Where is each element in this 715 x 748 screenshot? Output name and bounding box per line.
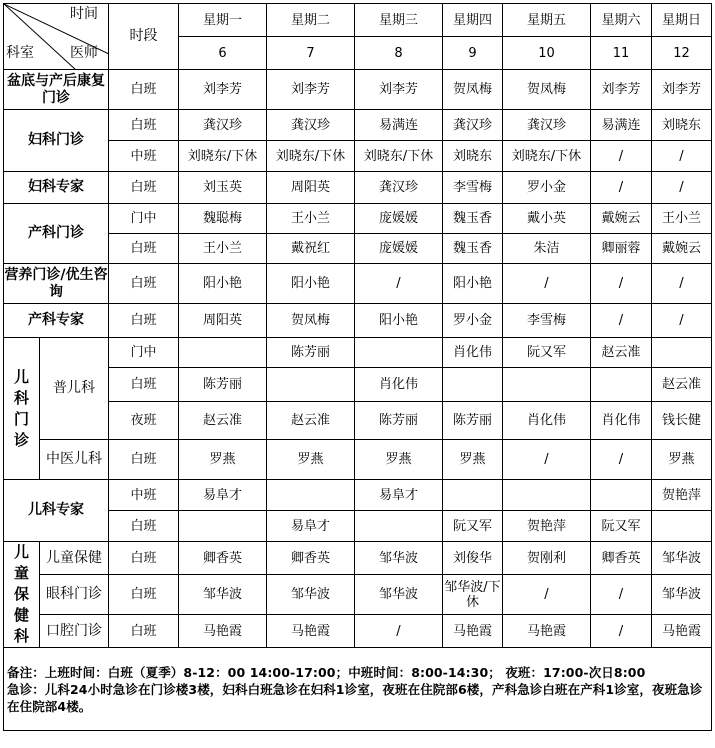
doctor-cell: 陈芳丽 xyxy=(267,338,355,368)
period-cell: 白班 xyxy=(109,234,179,264)
doctor-cell: 刘李芳 xyxy=(355,70,443,110)
dept-child-health: 儿童保健科 xyxy=(4,542,40,648)
table-row xyxy=(4,440,712,480)
doctor-cell: 刘晓东/下休 xyxy=(267,141,355,172)
doctor-cell: / xyxy=(652,172,712,204)
day-name: 星期四 xyxy=(443,4,503,37)
doctor-cell: 刘晓东/下休 xyxy=(179,141,267,172)
doctor-cell: 刘晓东/下休 xyxy=(503,141,591,172)
schedule-table xyxy=(3,3,712,731)
doctor-cell: / xyxy=(591,141,652,172)
doctor-cell xyxy=(179,511,267,542)
doctor-cell xyxy=(355,511,443,542)
doctor-cell: 罗燕 xyxy=(443,440,503,480)
doctor-cell: 李雪梅 xyxy=(443,172,503,204)
doctor-cell: 周阳英 xyxy=(179,304,267,338)
subdept-eye-clinic: 眼科门诊 xyxy=(40,575,109,615)
doctor-cell: 易满连 xyxy=(591,110,652,141)
doctor-cell: / xyxy=(355,264,443,304)
table-row xyxy=(4,511,712,542)
table-row xyxy=(4,70,712,110)
doctor-cell: 马艳霞 xyxy=(652,615,712,648)
doctor-cell xyxy=(652,511,712,542)
corner-time-label: 时间 xyxy=(70,6,98,22)
period-cell: 夜班 xyxy=(109,402,179,440)
day-date: 10 xyxy=(503,37,591,70)
doctor-cell: 刘李芳 xyxy=(179,70,267,110)
table-row xyxy=(4,110,712,141)
duty-schedule-sheet xyxy=(3,3,711,745)
period-cell: 白班 xyxy=(109,304,179,338)
doctor-cell: 刘李芳 xyxy=(652,70,712,110)
period-cell: 白班 xyxy=(109,511,179,542)
corner-dept-label: 科室 xyxy=(6,45,34,61)
table-row xyxy=(4,141,712,172)
table-row xyxy=(4,234,712,264)
header-row-days xyxy=(4,4,712,37)
doctor-cell: 戴婉云 xyxy=(652,234,712,264)
doctor-cell: 庞媛媛 xyxy=(355,234,443,264)
dept-pelvic: 盆底与产后康复门诊 xyxy=(4,70,109,110)
doctor-cell: 马艳霞 xyxy=(503,615,591,648)
table-row xyxy=(4,615,712,648)
table-row xyxy=(4,304,712,338)
doctor-cell: 阳小艳 xyxy=(355,304,443,338)
table-row xyxy=(4,480,712,511)
doctor-cell: 肖化伟 xyxy=(503,402,591,440)
corner-doctor-label: 医师 xyxy=(70,45,98,61)
doctor-cell: 罗小金 xyxy=(503,172,591,204)
emergency-note: 急诊：儿科24小时急诊在门诊楼3楼，妇科白班急诊在妇科1诊室，夜班在住院部6楼，产科急诊白班在产科1诊室，夜班急诊在住院部4楼。 xyxy=(7,681,703,714)
table-row xyxy=(4,264,712,304)
doctor-cell: 戴婉云 xyxy=(591,204,652,234)
doctor-cell xyxy=(355,338,443,368)
day-name: 星期二 xyxy=(267,4,355,37)
doctor-cell: 赵云准 xyxy=(267,402,355,440)
doctor-cell: 刘晓东/下休 xyxy=(355,141,443,172)
doctor-cell: 罗小金 xyxy=(443,304,503,338)
doctor-cell: 易阜才 xyxy=(179,480,267,511)
doctor-cell xyxy=(267,480,355,511)
day-date: 12 xyxy=(652,37,712,70)
doctor-cell: 龚汉珍 xyxy=(503,110,591,141)
doctor-cell xyxy=(443,480,503,511)
doctor-cell: 钱长健 xyxy=(652,402,712,440)
doctor-cell: 龚汉珍 xyxy=(355,172,443,204)
doctor-cell: / xyxy=(503,264,591,304)
day-date: 7 xyxy=(267,37,355,70)
doctor-cell: 阳小艳 xyxy=(267,264,355,304)
period-cell: 白班 xyxy=(109,542,179,575)
doctor-cell: 阮又军 xyxy=(503,338,591,368)
dept-peds-expert: 儿科专家 xyxy=(4,480,109,542)
day-date: 11 xyxy=(591,37,652,70)
period-cell: 白班 xyxy=(109,172,179,204)
doctor-cell xyxy=(591,480,652,511)
doctor-cell: 易满连 xyxy=(355,110,443,141)
doctor-cell: 邹华波 xyxy=(652,575,712,615)
work-hours-note: 备注：上班时间：白班（夏季）8-12：00 14:00-17:00；中班时间：8:00-14:30； 夜班：17:00-次日8:00 xyxy=(7,664,646,680)
doctor-cell: / xyxy=(591,172,652,204)
doctor-cell xyxy=(652,338,712,368)
doctor-cell: 刘晓东 xyxy=(652,110,712,141)
doctor-cell: 龚汉珍 xyxy=(443,110,503,141)
table-row xyxy=(4,575,712,615)
doctor-cell: 刘俊华 xyxy=(443,542,503,575)
doctor-cell: / xyxy=(591,440,652,480)
doctor-cell: 肖化伟 xyxy=(591,402,652,440)
doctor-cell: 阳小艳 xyxy=(179,264,267,304)
day-date: 8 xyxy=(355,37,443,70)
doctor-cell: 阮又军 xyxy=(443,511,503,542)
day-date: 6 xyxy=(179,37,267,70)
doctor-cell xyxy=(443,368,503,402)
doctor-cell: / xyxy=(355,615,443,648)
doctor-cell: 卿香英 xyxy=(591,542,652,575)
doctor-cell xyxy=(267,368,355,402)
doctor-cell: 邹华波 xyxy=(267,575,355,615)
doctor-cell: 贺艳萍 xyxy=(503,511,591,542)
doctor-cell: / xyxy=(503,440,591,480)
period-cell: 白班 xyxy=(109,615,179,648)
doctor-cell: 赵云准 xyxy=(179,402,267,440)
doctor-cell: / xyxy=(591,304,652,338)
doctor-cell: 刘玉英 xyxy=(179,172,267,204)
doctor-cell: 马艳霞 xyxy=(267,615,355,648)
doctor-cell: 赵云准 xyxy=(591,338,652,368)
day-date: 9 xyxy=(443,37,503,70)
subdept-general-peds: 普儿科 xyxy=(40,338,109,440)
doctor-cell: 庞媛媛 xyxy=(355,204,443,234)
doctor-cell: 罗燕 xyxy=(355,440,443,480)
doctor-cell: 戴祝红 xyxy=(267,234,355,264)
doctor-cell: 罗燕 xyxy=(652,440,712,480)
doctor-cell: / xyxy=(591,264,652,304)
doctor-cell: 罗燕 xyxy=(267,440,355,480)
doctor-cell: 阮又军 xyxy=(591,511,652,542)
period-header: 时段 xyxy=(109,4,179,70)
table-row xyxy=(4,172,712,204)
doctor-cell: / xyxy=(591,615,652,648)
doctor-cell xyxy=(503,480,591,511)
period-cell: 白班 xyxy=(109,264,179,304)
dept-pediatrics: 儿科门诊 xyxy=(4,338,40,480)
subdept-child-care: 儿童保健 xyxy=(40,542,109,575)
doctor-cell: 卿香英 xyxy=(179,542,267,575)
doctor-cell: 易阜才 xyxy=(267,511,355,542)
doctor-cell: 陈芳丽 xyxy=(179,368,267,402)
doctor-cell: 王小兰 xyxy=(652,204,712,234)
doctor-cell: 贺艳萍 xyxy=(652,480,712,511)
doctor-cell: 邹华波/下休 xyxy=(443,575,503,615)
table-row xyxy=(4,542,712,575)
subdept-tcm-peds: 中医儿科 xyxy=(40,440,109,480)
doctor-cell xyxy=(179,338,267,368)
dept-gyn-expert: 妇科专家 xyxy=(4,172,109,204)
period-cell: 门中 xyxy=(109,204,179,234)
doctor-cell: 贺刚利 xyxy=(503,542,591,575)
doctor-cell: 阳小艳 xyxy=(443,264,503,304)
doctor-cell: 马艳霞 xyxy=(443,615,503,648)
doctor-cell: / xyxy=(652,304,712,338)
doctor-cell: 肖化伟 xyxy=(355,368,443,402)
doctor-cell: / xyxy=(503,575,591,615)
doctor-cell: 陈芳丽 xyxy=(355,402,443,440)
doctor-cell: 邹华波 xyxy=(355,542,443,575)
notes-cell xyxy=(4,648,712,731)
doctor-cell: 王小兰 xyxy=(267,204,355,234)
doctor-cell: 戴小英 xyxy=(503,204,591,234)
subdept-dental-clinic: 口腔门诊 xyxy=(40,615,109,648)
doctor-cell: 陈芳丽 xyxy=(443,402,503,440)
doctor-cell: 邹华波 xyxy=(355,575,443,615)
doctor-cell: 罗燕 xyxy=(179,440,267,480)
table-row xyxy=(4,368,712,402)
period-cell: 门中 xyxy=(109,338,179,368)
doctor-cell: 马艳霞 xyxy=(179,615,267,648)
doctor-cell: 卿丽蓉 xyxy=(591,234,652,264)
doctor-cell: 李雪梅 xyxy=(503,304,591,338)
doctor-cell: 刘李芳 xyxy=(591,70,652,110)
doctor-cell: 魏玉香 xyxy=(443,234,503,264)
doctor-cell: 刘晓东 xyxy=(443,141,503,172)
doctor-cell xyxy=(503,368,591,402)
doctor-cell: 刘李芳 xyxy=(267,70,355,110)
period-cell: 白班 xyxy=(109,368,179,402)
doctor-cell: 贺凤梅 xyxy=(503,70,591,110)
table-row xyxy=(4,338,712,368)
doctor-cell: 王小兰 xyxy=(179,234,267,264)
period-cell: 白班 xyxy=(109,110,179,141)
table-row xyxy=(4,204,712,234)
period-cell: 中班 xyxy=(109,141,179,172)
period-cell: 白班 xyxy=(109,70,179,110)
corner-cell xyxy=(4,4,109,70)
doctor-cell: 肖化伟 xyxy=(443,338,503,368)
day-name: 星期一 xyxy=(179,4,267,37)
doctor-cell: 魏玉香 xyxy=(443,204,503,234)
doctor-cell: 龚汉珍 xyxy=(267,110,355,141)
doctor-cell: 卿香英 xyxy=(267,542,355,575)
doctor-cell: 邹华波 xyxy=(652,542,712,575)
period-cell: 白班 xyxy=(109,575,179,615)
day-name: 星期五 xyxy=(503,4,591,37)
doctor-cell: / xyxy=(591,575,652,615)
doctor-cell: 周阳英 xyxy=(267,172,355,204)
dept-gyn-clinic: 妇科门诊 xyxy=(4,110,109,172)
doctor-cell: 魏聪梅 xyxy=(179,204,267,234)
doctor-cell: 贺凤梅 xyxy=(267,304,355,338)
doctor-cell: 易阜才 xyxy=(355,480,443,511)
day-name: 星期三 xyxy=(355,4,443,37)
day-name: 星期六 xyxy=(591,4,652,37)
dept-nutrition: 营养门诊/优生咨询 xyxy=(4,264,109,304)
period-cell: 白班 xyxy=(109,440,179,480)
doctor-cell: 邹华波 xyxy=(179,575,267,615)
doctor-cell: / xyxy=(652,264,712,304)
period-cell: 中班 xyxy=(109,480,179,511)
notes-row xyxy=(4,648,712,731)
dept-obs-clinic: 产科门诊 xyxy=(4,204,109,264)
doctor-cell: 贺凤梅 xyxy=(443,70,503,110)
day-name: 星期日 xyxy=(652,4,712,37)
doctor-cell: 朱洁 xyxy=(503,234,591,264)
doctor-cell xyxy=(591,368,652,402)
dept-obs-expert: 产科专家 xyxy=(4,304,109,338)
doctor-cell: / xyxy=(652,141,712,172)
table-row xyxy=(4,402,712,440)
doctor-cell: 赵云准 xyxy=(652,368,712,402)
doctor-cell: 龚汉珍 xyxy=(179,110,267,141)
